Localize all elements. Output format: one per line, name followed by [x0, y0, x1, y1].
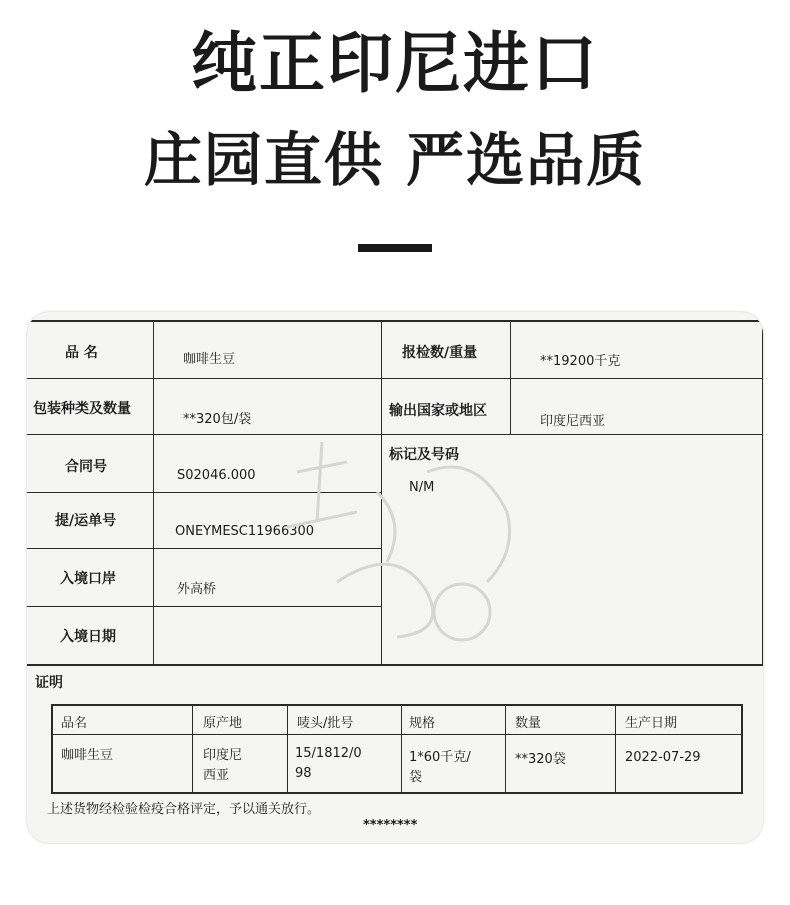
official-seal-icon	[277, 432, 537, 652]
table-header-qty: 数量	[515, 716, 542, 731]
table-header-date: 生产日期	[625, 716, 678, 731]
export-country-value: 印度尼西亚	[540, 414, 606, 429]
entry-date-label: 入境日期	[60, 629, 116, 645]
table-cell-lot-line1: 15/1812/0	[295, 746, 362, 761]
table-header-lot: 唛头/批号	[297, 716, 354, 731]
table-cell-spec-line1: 1*60千克/	[409, 750, 471, 765]
entry-port-label: 入境口岸	[60, 571, 116, 587]
divider-bar	[358, 244, 432, 252]
declared-weight-label: 报检数/重量	[402, 345, 478, 361]
proof-label: 证明	[35, 675, 63, 691]
bill-of-lading-value: ONEYMESC11966300	[175, 524, 315, 539]
bill-of-lading-label: 提/运单号	[55, 513, 117, 529]
headline-title: 纯正印尼进口	[191, 25, 599, 102]
packaging-label: 包装种类及数量	[33, 401, 131, 417]
table-cell-origin-line1: 印度尼	[203, 748, 243, 763]
product-name-label: 品 名	[65, 345, 98, 361]
table-cell-lot-line2: 98	[295, 766, 312, 781]
table-cell-date: 2022-07-29	[625, 750, 701, 765]
table-header-name: 品名	[61, 716, 88, 731]
marks-label: 标记及号码	[389, 447, 459, 463]
marks-value: N/M	[409, 480, 435, 495]
conclusion-text: 上述货物经检验检疫合格评定，予以通关放行。	[47, 802, 321, 817]
table-cell-name: 咖啡生豆	[61, 748, 114, 763]
entry-port-value: 外高桥	[177, 582, 217, 597]
headline-subtitle: 庄园直供 严选品质	[143, 126, 647, 194]
table-cell-origin-line2: 西亚	[203, 768, 230, 783]
table-header-origin: 原产地	[203, 716, 243, 731]
certificate-document	[27, 312, 763, 843]
packaging-value: **320包/袋	[183, 412, 252, 427]
contract-value: S02046.000	[177, 468, 256, 483]
contract-label: 合同号	[65, 459, 107, 475]
table-cell-qty: **320袋	[515, 752, 566, 767]
closing-asterisks: ********	[363, 818, 418, 833]
export-country-label: 输出国家或地区	[389, 403, 487, 419]
declared-weight-value: **19200千克	[540, 354, 621, 369]
table-header-spec: 规格	[409, 716, 436, 731]
product-name-value: 咖啡生豆	[183, 352, 236, 367]
table-cell-spec-line2: 袋	[409, 770, 423, 785]
certificate-card	[27, 312, 763, 843]
